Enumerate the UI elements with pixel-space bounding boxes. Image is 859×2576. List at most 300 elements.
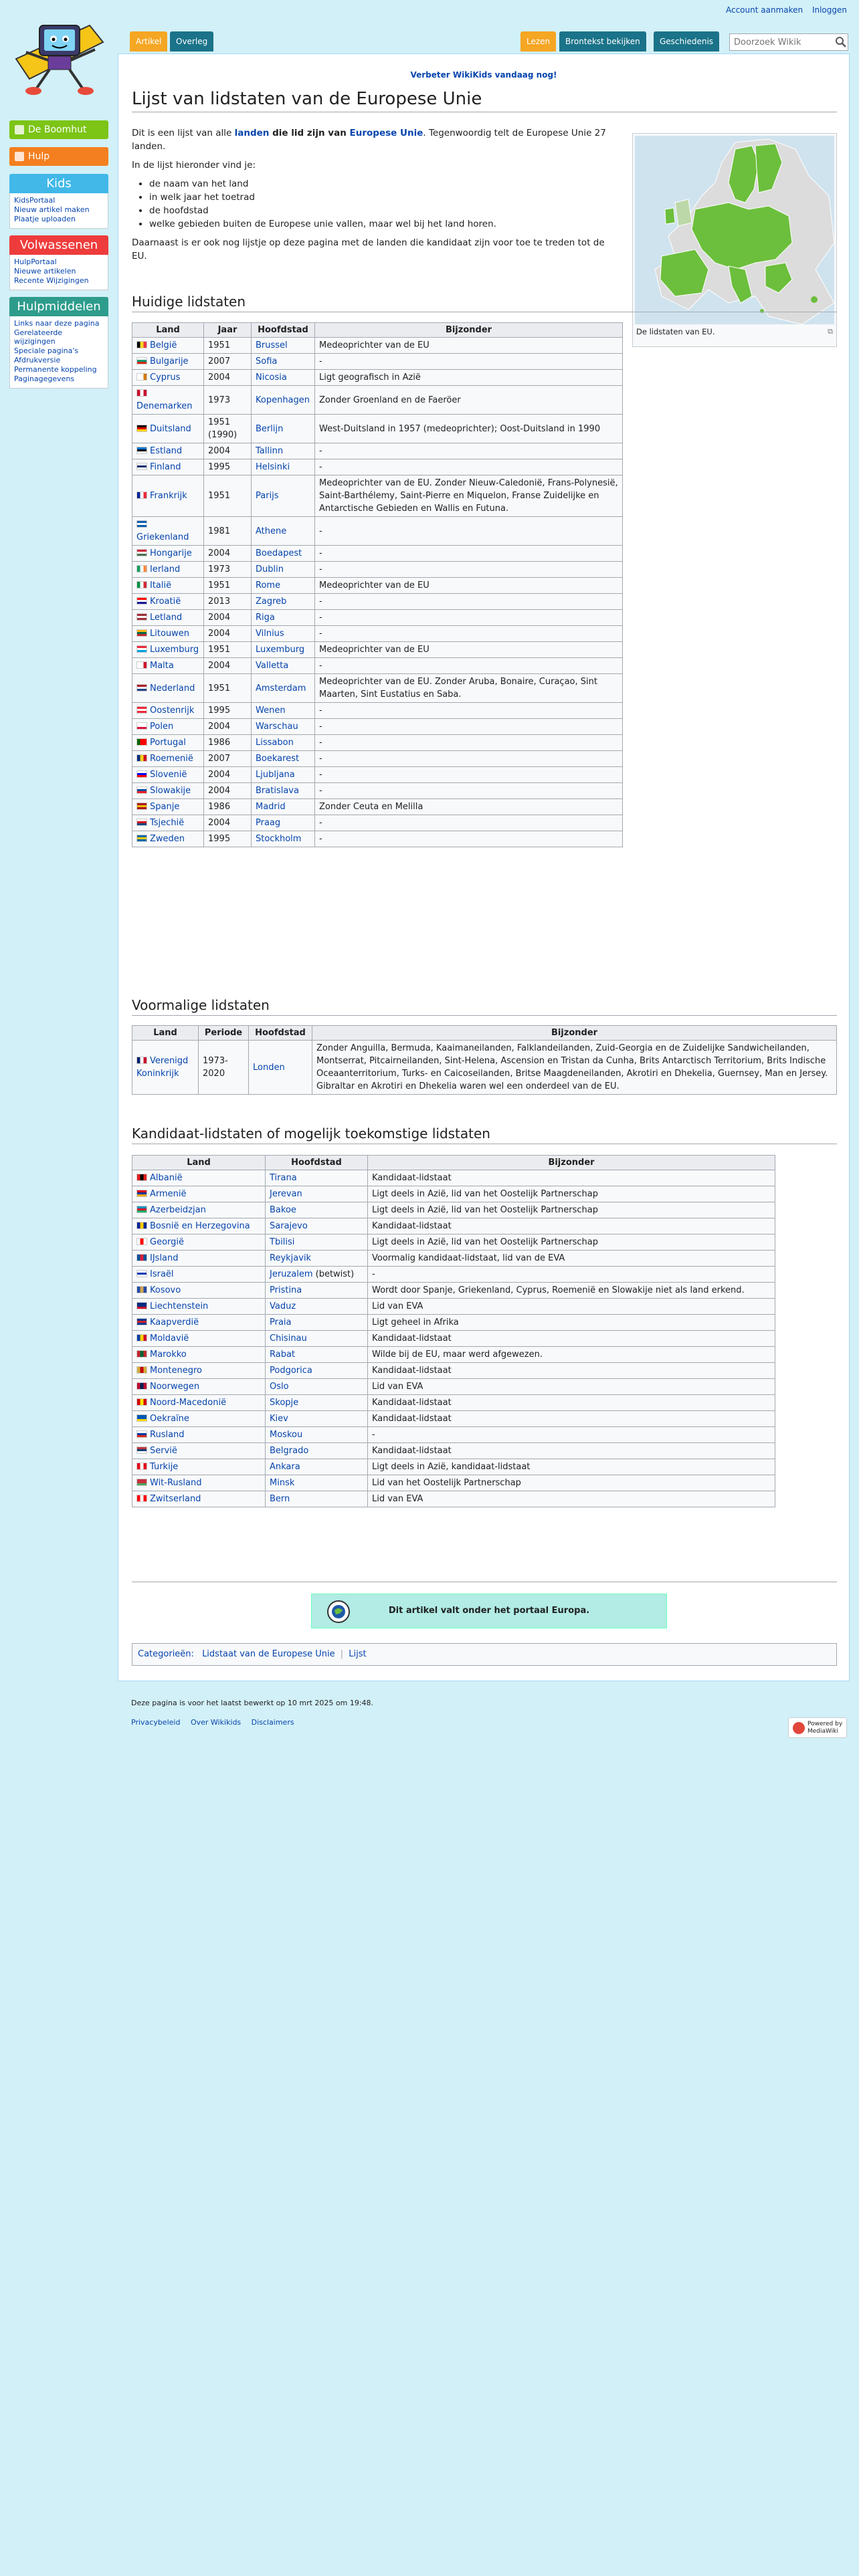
country-link[interactable]: Italië	[150, 580, 172, 591]
tab-article[interactable]: Artikel	[130, 31, 167, 51]
notes-cell: Medeoprichter van de EU	[319, 340, 430, 350]
country-link[interactable]: Letland	[150, 613, 183, 623]
capital-link[interactable]: Oslo	[270, 1382, 289, 1392]
country-link[interactable]: Bosnië en Herzegovina	[150, 1221, 250, 1231]
year-cell: 2004	[208, 372, 231, 383]
capital-link[interactable]: Zagreb	[256, 597, 287, 607]
login-link[interactable]: Inloggen	[812, 5, 847, 15]
notes-cell: Lid van EVA	[372, 1382, 423, 1392]
map-caption: De lidstaten van EU. ⧉	[636, 327, 833, 336]
flag-icon	[136, 1206, 147, 1213]
capital-link[interactable]: Sofia	[256, 356, 278, 366]
country-link[interactable]: Duitsland	[150, 423, 191, 434]
country-link[interactable]: Azerbeidzjan	[150, 1205, 206, 1215]
notes-cell: Lid van het Oostelijk Partnerschap	[372, 1478, 521, 1488]
country-link[interactable]: Verenigd Koninkrijk	[136, 1056, 189, 1079]
flag-icon	[136, 1190, 147, 1197]
wikikids-mascot-icon	[9, 12, 110, 99]
sidebar-item-upload[interactable]: Plaatje uploaden	[14, 215, 76, 223]
year-cell: 2004	[208, 818, 231, 828]
country-link[interactable]: Oekraïne	[150, 1414, 189, 1424]
privacy-link[interactable]: Privacybeleid	[131, 1718, 181, 1727]
flag-icon	[136, 520, 147, 528]
last-edit-text: Deze pagina is voor het laatst bewerkt op 10 mrt 2025 om 19:48.	[131, 1699, 374, 1707]
country-link[interactable]: Estland	[150, 446, 183, 456]
table-row	[132, 751, 623, 767]
country-link[interactable]: Albanië	[150, 1173, 183, 1183]
table-row	[132, 703, 623, 719]
list-item: • in welk jaar het toetrad	[149, 191, 620, 204]
notes-cell: Zonder Ceuta en Melilla	[319, 802, 423, 812]
country-link[interactable]: Nederland	[150, 683, 195, 693]
flag-icon	[136, 819, 147, 826]
notes-cell: Kandidaat-lidstaat	[372, 1414, 452, 1424]
capital-link[interactable]: Pristina	[270, 1285, 302, 1295]
country-link[interactable]: Bulgarije	[150, 356, 189, 366]
capital-link[interactable]: Berlijn	[256, 423, 284, 434]
year-cell: 2007	[208, 754, 231, 764]
country-link[interactable]: Denemarken	[136, 401, 193, 411]
flag-icon	[136, 357, 147, 364]
country-link[interactable]: Armenië	[150, 1189, 187, 1199]
capital-link[interactable]: Wenen	[256, 706, 286, 716]
year-cell: 1986	[208, 802, 231, 812]
flag-icon	[136, 341, 147, 348]
adults-box-title: Volwassenen	[9, 235, 108, 255]
flag-icon	[136, 373, 147, 381]
notes-cell: Wilde bij de EU, maar werd afgewezen.	[372, 1350, 543, 1360]
country-link[interactable]: IJsland	[150, 1253, 179, 1263]
table-row	[132, 626, 623, 642]
country-link[interactable]: Kosovo	[150, 1285, 181, 1295]
notes-cell: -	[319, 770, 322, 780]
capital-link[interactable]: Bakoe	[270, 1205, 296, 1215]
capital-link[interactable]: Parijs	[256, 491, 279, 501]
flag-icon	[136, 786, 147, 794]
period-cell: 1973-2020	[203, 1056, 228, 1079]
capital-link[interactable]: Ljubljana	[256, 770, 295, 780]
notes-cell: Medeoprichter van de EU	[319, 580, 430, 591]
sidebar-item-related-changes[interactable]: Gerelateerde wijzigingen	[14, 328, 63, 346]
about-link[interactable]: Over Wikikids	[190, 1718, 242, 1727]
column-header: Hoofdstad	[249, 1026, 312, 1041]
flag-icon	[136, 1302, 147, 1309]
country-link[interactable]: Oostenrijk	[150, 706, 195, 716]
notes-cell: Kandidaat-lidstaat	[372, 1221, 452, 1231]
tools-box-title: Hulpmiddelen	[9, 297, 108, 316]
table-row	[132, 1170, 775, 1186]
notes-cell: Ligt deels in Azië, lid van het Oostelijk Partnerschap	[372, 1189, 598, 1199]
capital-link[interactable]: Athene	[256, 526, 287, 536]
flag-icon	[136, 645, 147, 653]
country-link[interactable]: Griekenland	[136, 532, 189, 542]
content-area	[118, 53, 850, 1681]
table-row	[132, 1186, 775, 1202]
country-link[interactable]: Turkije	[150, 1462, 179, 1472]
table-row	[132, 1315, 775, 1331]
capital-link[interactable]: Kiev	[270, 1414, 288, 1424]
category-link[interactable]: Lijst	[349, 1649, 367, 1659]
year-cell: 2004	[208, 446, 231, 456]
table-row	[132, 719, 623, 735]
sidebar-item-recent-changes[interactable]: Recente Wijzigingen	[14, 276, 89, 285]
portal-europe-box[interactable]	[311, 1594, 667, 1628]
notes-cell: Ligt geografisch in Azië	[319, 372, 421, 383]
capital-link[interactable]: Helsinki	[256, 462, 290, 472]
table-row	[132, 1218, 775, 1235]
country-link[interactable]: Montenegro	[150, 1366, 203, 1376]
capital-link[interactable]: Podgorica	[270, 1366, 312, 1376]
country-link[interactable]: Liechtenstein	[150, 1301, 209, 1311]
capital-link[interactable]: Rabat	[270, 1350, 296, 1360]
category-link[interactable]: Lidstaat van de Europese Unie	[202, 1649, 335, 1659]
portal-text: Dit artikel valt onder het portaal Europa.	[388, 1606, 590, 1616]
capital-link[interactable]: Riga	[256, 613, 275, 623]
capital-link[interactable]: Lissabon	[256, 738, 294, 748]
current-members-table	[132, 322, 623, 847]
table-row	[132, 370, 623, 386]
flag-icon	[136, 706, 147, 714]
list-intro: In de lijst hieronder vind je:	[132, 160, 256, 171]
eu-link[interactable]: Europese Unie	[349, 128, 423, 138]
country-link[interactable]: Slowakije	[150, 786, 191, 796]
column-header: Jaar	[204, 323, 252, 338]
notes-cell: -	[319, 834, 322, 844]
table-row	[132, 1202, 775, 1218]
table-row	[132, 1395, 775, 1411]
notes-cell: -	[319, 564, 322, 574]
capital-link[interactable]: Praia	[270, 1317, 292, 1327]
section-candidates: Kandidaat-lidstaten of mogelijk toekomstige lidstaten	[132, 1125, 837, 1144]
tab-view-source[interactable]: Brontekst bekijken	[559, 31, 646, 51]
year-cell: 2013	[208, 597, 231, 607]
notes-cell: Lid van EVA	[372, 1494, 423, 1504]
country-link[interactable]: Noorwegen	[150, 1382, 200, 1392]
column-header: Bijzonder	[368, 1156, 775, 1170]
capital-link[interactable]: Minsk	[270, 1478, 295, 1488]
column-header: Land	[132, 1156, 266, 1170]
help-label: Hulp	[28, 151, 50, 162]
country-link[interactable]: Polen	[150, 722, 174, 732]
flag-icon	[136, 1366, 147, 1374]
capital-link[interactable]: Tbilisi	[270, 1237, 295, 1247]
section-former-members: Voormalige lidstaten	[132, 997, 837, 1016]
sidebar-item-new-article[interactable]: Nieuw artikel maken	[14, 205, 90, 214]
capital-link[interactable]: Kopenhagen	[256, 395, 310, 405]
mediawiki-flower-icon	[793, 1722, 805, 1734]
intro-paragraph: Dit is een lijst van alle landen die lid zijn van Europese Unie. Tegenwoordig telt de Europese Unie 27 landen.	[132, 128, 606, 152]
footer	[131, 1699, 373, 1727]
capital-link[interactable]: Jeruzalem	[270, 1269, 313, 1279]
tab-read[interactable]: Lezen	[520, 31, 556, 51]
capital-link[interactable]: Londen	[253, 1062, 285, 1073]
enlarge-icon[interactable]: ⧉	[828, 327, 833, 336]
notes-cell: West-Duitsland in 1957 (medeoprichter); Oost-Duitsland in 1990	[319, 423, 601, 434]
former-members-table	[132, 1025, 837, 1095]
notes-cell: Ligt geheel in Afrika	[372, 1317, 459, 1327]
notes-cell: -	[319, 446, 322, 456]
capital-link[interactable]: Jerevan	[270, 1189, 302, 1199]
year-cell: 2004	[208, 613, 231, 623]
capital-link[interactable]: Luxemburg	[256, 645, 305, 655]
country-link[interactable]: Marokko	[150, 1350, 187, 1360]
flag-icon	[136, 1479, 147, 1486]
capital-link[interactable]: Belgrado	[270, 1446, 309, 1456]
table-row	[132, 459, 623, 475]
flag-icon	[136, 1286, 147, 1293]
notes-cell: Kandidaat-lidstaat	[372, 1366, 452, 1376]
boomhut-label: De Boomhut	[28, 124, 87, 135]
flag-icon	[136, 1350, 147, 1358]
table-row	[132, 1235, 775, 1251]
flag-icon	[136, 1270, 147, 1277]
table-row	[132, 1041, 837, 1095]
country-link[interactable]: België	[150, 340, 177, 350]
page-title: Lijst van lidstaten van de Europese Unie	[132, 89, 837, 112]
notes-cell: -	[372, 1430, 375, 1440]
kids-box	[9, 174, 108, 229]
flag-icon	[136, 389, 147, 397]
flag-icon	[136, 661, 147, 669]
country-link[interactable]: Cyprus	[150, 372, 181, 383]
notes-cell: -	[319, 597, 322, 607]
capital-link[interactable]: Warschau	[256, 722, 298, 732]
capital-link[interactable]: Vilnius	[256, 629, 284, 639]
country-link[interactable]: Portugal	[150, 738, 186, 748]
notes-cell: -	[319, 738, 322, 748]
country-link[interactable]: Israël	[150, 1269, 174, 1279]
notes-cell: Wordt door Spanje, Griekenland, Cyprus, Roemenië en Slowakije niet als land erkend.	[372, 1285, 745, 1295]
capital-link[interactable]: Dublin	[256, 564, 284, 574]
flag-icon	[136, 1446, 147, 1454]
country-link[interactable]: Luxemburg	[150, 645, 199, 655]
country-link[interactable]: Rusland	[150, 1430, 185, 1440]
column-header: Hoofdstad	[252, 323, 315, 338]
capital-link[interactable]: Vaduz	[270, 1301, 296, 1311]
adults-box	[9, 235, 108, 290]
country-link[interactable]: Tsjechië	[150, 818, 185, 828]
capital-link[interactable]: Boekarest	[256, 754, 300, 764]
table-row	[132, 562, 623, 578]
flag-icon	[136, 1174, 147, 1181]
table-row	[132, 799, 623, 815]
capital-link[interactable]: Valletta	[256, 661, 289, 671]
notes-cell: -	[319, 356, 322, 366]
flag-icon	[136, 1334, 147, 1341]
search-input[interactable]	[729, 33, 848, 51]
capital-link[interactable]: Nicosia	[256, 372, 287, 383]
notes-cell: Ligt deels in Azië, lid van het Oostelijk Partnerschap	[372, 1237, 598, 1247]
table-row	[132, 475, 623, 517]
table-row	[132, 594, 623, 610]
treehouse-icon	[15, 125, 24, 134]
flag-icon	[136, 1414, 147, 1422]
notes-cell: Kandidaat-lidstaat	[372, 1173, 452, 1183]
country-link[interactable]: Litouwen	[150, 629, 190, 639]
eu-map-thumbnail[interactable]	[632, 133, 837, 347]
table-row	[132, 354, 623, 370]
table-row	[132, 1475, 775, 1491]
table-row	[132, 578, 623, 594]
table-row	[132, 815, 623, 831]
column-header: Land	[132, 1026, 199, 1041]
country-link[interactable]: Zwitserland	[150, 1494, 201, 1504]
capital-link[interactable]: Reykjavik	[270, 1253, 312, 1263]
table-row	[132, 1427, 775, 1443]
table-row	[132, 674, 623, 703]
flag-icon	[136, 1463, 147, 1470]
country-link[interactable]: Hongarije	[150, 548, 192, 558]
flag-icon	[136, 1238, 147, 1245]
country-link[interactable]: Wit-Rusland	[150, 1478, 202, 1488]
capital-link[interactable]: Boedapest	[256, 548, 302, 558]
flag-icon	[136, 1254, 147, 1261]
notes-cell: Zonder Anguilla, Bermuda, Kaaimaneilanden, Falklandeilanden, Zuid-Georgia en de Zuidelijke Sandwicheilanden, Montserrat, Pitcairneilanden, Sint-Helena, Ascension en Tristan da Cunha, Brits Antarctisch Territorium, Brits Indische Oceaanterritorium, Turks- en Caicoseilanden, Britse Maagdeneilanden, Akrotiri en Dhekelia, Guernsey, Man en Jersey. Gibraltar en Akrotiri en Dhekelia waren wel een onderdeel van de EU.	[316, 1043, 828, 1091]
country-link[interactable]: Zweden	[150, 834, 185, 844]
country-link[interactable]: Finland	[150, 462, 181, 472]
notes-cell: -	[319, 661, 322, 671]
year-cell: 2004	[208, 548, 231, 558]
year-cell: 1951	[208, 645, 231, 655]
category-links	[132, 1643, 837, 1666]
year-cell: 1973	[208, 395, 231, 405]
notes-cell: -	[319, 706, 322, 716]
country-link[interactable]: Kroatië	[150, 597, 181, 607]
tab-history[interactable]: Geschiedenis	[654, 31, 719, 51]
column-header: Bijzonder	[315, 323, 623, 338]
country-link[interactable]: Malta	[150, 661, 174, 671]
sidebar-item-page-info[interactable]: Paginagegevens	[14, 374, 75, 383]
column-header: Hoofdstad	[266, 1156, 368, 1170]
table-row	[132, 1443, 775, 1459]
tab-talk[interactable]: Overleg	[170, 31, 213, 51]
flag-icon	[136, 835, 147, 842]
flag-icon	[136, 1382, 147, 1390]
candidates-table	[132, 1155, 775, 1507]
capital-link[interactable]: Ankara	[270, 1462, 300, 1472]
table-row	[132, 386, 623, 415]
year-cell: 1995	[208, 834, 231, 844]
notes-cell: Medeoprichter van de EU	[319, 645, 430, 655]
list-item: • de hoofdstad	[149, 204, 620, 217]
capital-link[interactable]: Tirana	[270, 1173, 297, 1183]
sidebar-item-permalink[interactable]: Permanente koppeling	[14, 365, 97, 374]
country-link[interactable]: Servië	[150, 1446, 177, 1456]
country-link[interactable]: Ierland	[150, 564, 181, 574]
flag-icon	[136, 492, 147, 499]
flag-icon	[136, 597, 147, 605]
notes-cell: -	[319, 754, 322, 764]
magnifier-icon[interactable]	[835, 36, 847, 48]
capital-link[interactable]: Praag	[256, 818, 281, 828]
capital-link[interactable]: Chisinau	[270, 1333, 307, 1344]
create-account-link[interactable]: Account aanmaken	[725, 5, 803, 15]
powered-by-mediawiki-badge[interactable]: Powered by MediaWiki	[788, 1717, 847, 1738]
capital-link[interactable]: Tallinn	[256, 446, 284, 456]
table-row	[132, 1267, 775, 1283]
categories-label[interactable]: Categorieën:	[138, 1649, 194, 1659]
table-row	[132, 1283, 775, 1299]
notes-cell: -	[319, 629, 322, 639]
capital-link[interactable]: Moskou	[270, 1430, 303, 1440]
sidebar-item-special-pages[interactable]: Speciale pagina's	[14, 346, 79, 355]
kids-box-title: Kids	[9, 174, 108, 193]
country-link[interactable]: Moldavië	[150, 1333, 189, 1344]
notes-cell: Kandidaat-lidstaat	[372, 1333, 452, 1344]
capital-link[interactable]: Sarajevo	[270, 1221, 308, 1231]
notes-cell: -	[319, 613, 322, 623]
flag-icon	[136, 1222, 147, 1229]
capital-link[interactable]: Rome	[256, 580, 281, 591]
country-link[interactable]: Slovenië	[150, 770, 187, 780]
sidebar-item-print[interactable]: Afdrukversie	[14, 356, 61, 364]
flag-icon	[136, 565, 147, 572]
capital-link[interactable]: Amsterdam	[256, 683, 306, 693]
capital-link[interactable]: Stockholm	[256, 834, 302, 844]
capital-link[interactable]: Madrid	[256, 802, 286, 812]
country-link[interactable]: Noord-Macedonië	[150, 1398, 227, 1408]
sidebar-item-new-articles[interactable]: Nieuwe artikelen	[14, 267, 76, 276]
help-icon	[15, 152, 24, 161]
flag-icon	[136, 463, 147, 470]
improve-banner[interactable]: Verbeter WikiKids vandaag nog!	[410, 70, 557, 80]
capital-link[interactable]: Bratislava	[256, 786, 299, 796]
column-header: Bijzonder	[312, 1026, 837, 1041]
country-link[interactable]: Georgië	[150, 1237, 185, 1247]
table-row	[132, 1363, 775, 1379]
country-link[interactable]: Spanje	[150, 802, 180, 812]
table-row	[132, 1299, 775, 1315]
table-row	[132, 517, 623, 546]
sidebar-item-whatlinkshere[interactable]: Links naar deze pagina	[14, 319, 100, 328]
boomhut-button[interactable]	[9, 120, 108, 139]
flag-icon	[136, 447, 147, 454]
notes-cell: -	[372, 1269, 375, 1279]
year-cell: 2007	[208, 356, 231, 366]
sidebar-item-kidsportaal[interactable]: KidsPortaal	[14, 196, 56, 205]
help-button[interactable]	[9, 147, 108, 166]
table-row	[132, 1347, 775, 1363]
flag-icon	[136, 770, 147, 778]
country-link[interactable]: Frankrijk	[150, 491, 187, 501]
notes-cell: Voormalig kandidaat-lidstaat, lid van de EVA	[372, 1253, 565, 1263]
list-item: • welke gebieden buiten de Europese unie vallen, maar wel bij het land horen.	[149, 217, 620, 231]
capital-link[interactable]: Brussel	[256, 340, 288, 350]
year-cell: 1951	[208, 340, 231, 350]
capital-link[interactable]: Skopje	[270, 1398, 299, 1408]
wikikids-logo[interactable]	[9, 12, 110, 99]
table-row	[132, 831, 623, 847]
table-row	[132, 658, 623, 674]
separator: |	[340, 1649, 344, 1659]
country-link[interactable]: Kaapverdië	[150, 1317, 199, 1327]
personal-links	[719, 5, 847, 15]
year-cell: 1995	[208, 462, 231, 472]
table-row	[132, 642, 623, 658]
landen-link[interactable]: landen	[234, 128, 270, 138]
capital-link[interactable]: Bern	[270, 1494, 290, 1504]
table-row	[132, 610, 623, 626]
sidebar-item-hulpportaal[interactable]: HulpPortaal	[14, 257, 57, 266]
country-link[interactable]: Roemenië	[150, 754, 193, 764]
year-cell: 2004	[208, 661, 231, 671]
flag-icon	[136, 613, 147, 621]
disclaimers-link[interactable]: Disclaimers	[251, 1718, 294, 1727]
notes-cell: -	[319, 818, 322, 828]
flag-icon	[136, 1495, 147, 1502]
notes-cell: -	[319, 786, 322, 796]
year-cell: 2004	[208, 770, 231, 780]
